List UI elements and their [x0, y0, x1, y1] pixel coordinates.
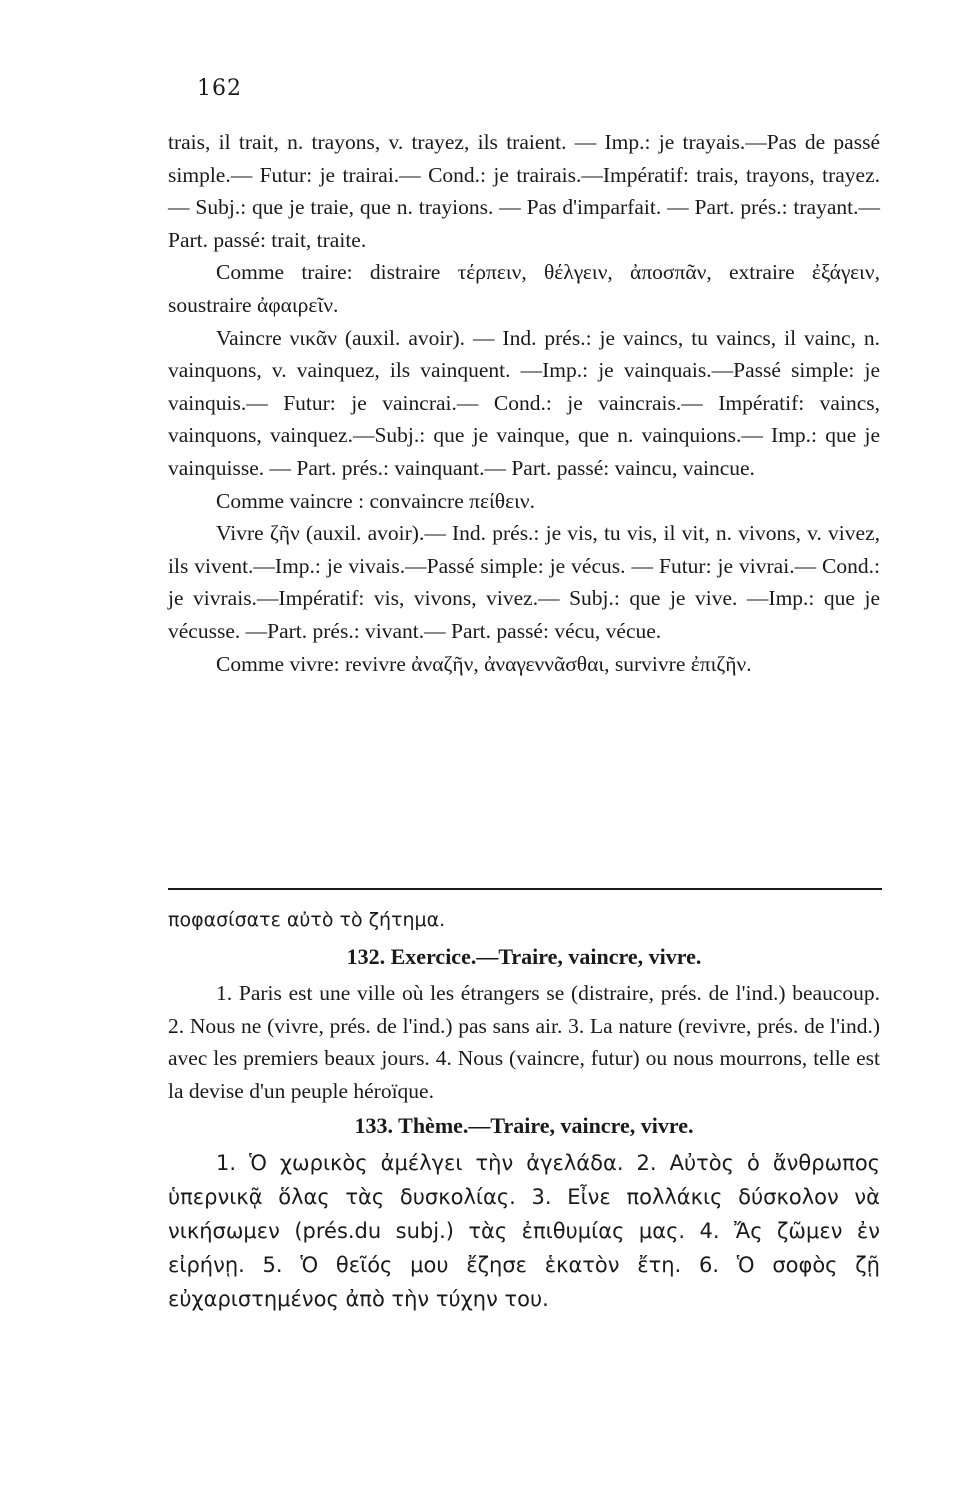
paragraph-vaincre-conjugation: Vaincre νικᾶν (auxil. avoir). — Ind. prés.: je vaincs, tu vaincs, il vainc, n. vainquons, v. vainquez, ils vainquent. —Imp.: je vainquais.—Passé simple: je vainquis.— Futur: je vaincrai.— Cond.: je vaincrais.— Impératif: vaincs, vainquons, vainquez.—Subj.: que je vainque, que n. vainquions.— Imp.: que je vainquisse. — Part. prés.: vainquant.— Part. passé: vaincu, vaincue. — [168, 325, 880, 480]
theme-heading: 133. Thème.—Traire, vaincre, vivre. — [354, 1112, 694, 1138]
greek-continuation-line: ποφασίσατε αὐτὸ τὸ ζήτημα. — [168, 909, 446, 931]
page-number: 162 — [197, 76, 242, 101]
exercise-text: 1. Paris est une ville où les étrangers se (distraire, prés. de l'ind.) beaucoup. 2. Nous ne (vivre, prés. de l'ind.) pas sans air. 3. La nature (revivre, prés. de l'ind.) avec les premiers beaux jours. 4. Nous (vaincre, futur) ou nous mourrons, telle est la devise d'un peuple héroïque. — [168, 981, 880, 1103]
paragraph-comme-vaincre: Comme vaincre : convaincre πείθειν. — [216, 488, 535, 513]
theme-text: 1. Ὁ χωρικὸς ἀμέλγει τὴν ἀγελάδα. 2. Αὐτὸς ὁ ἄνθρωπος ὑπερνικᾷ ὅλας τὰς δυσκολίας. 3. Εἶνε πολλάκις δύσκολον νὰ νικήσωμεν (prés.du subj.) τὰς ἐπιθυμίας μας. 4. Ἄς ζῶμεν ἐν εἰρήνῃ. 5. Ὁ θεῖός μου ἔζησε ἑκατὸν ἔτη. 6. Ὁ σοφὸς ζῇ εὐχαριστημένος ἀπὸ τὴν τύχην του. — [168, 1151, 880, 1312]
horizontal-rule — [168, 888, 882, 890]
paragraph-vivre-conjugation: Vivre ζῆν (auxil. avoir).— Ind. prés.: je vis, tu vis, il vit, n. vivons, v. vivez, ils vivent.—Imp.: je vivais.—Passé simple: je vécus. — Futur: je vivrai.— Cond.: je vivrais.—Impératif: vis, vivons, vivez.— Subj.: que je vive. —Imp.: que je vécusse. —Part. prés.: vivant.— Part. passé: vécu, vécue. — [168, 521, 880, 643]
exercise-section — [168, 904, 880, 1316]
paragraph-comme-vivre: Comme vivre: revivre ἀναζῆν, ἀναγεννᾶσθαι, survivre ἐπιζῆν. — [216, 651, 752, 676]
paragraph-comme-traire: Comme traire: distraire τέρπειν, θέλγειν, ἀποσπᾶν, extraire ἐξάγειν, soustraire ἀφαιρεῖν. — [168, 260, 880, 317]
paragraph-traire-conjugation: trais, il trait, n. trayons, v. trayez, ils traient. — Imp.: je trayais.—Pas de passé simple.— Futur: je trairai.— Cond.: je trairais.—Impératif: trais, trayons, trayez.— Subj.: que je traie, que n. trayions. — Pas d'imparfait. — Part. prés.: trayant.—Part. passé: trait, traite. — [168, 130, 880, 252]
conjugation-section — [168, 126, 880, 680]
exercise-heading: 132. Exercice.—Traire, vaincre, vivre. — [346, 943, 702, 969]
